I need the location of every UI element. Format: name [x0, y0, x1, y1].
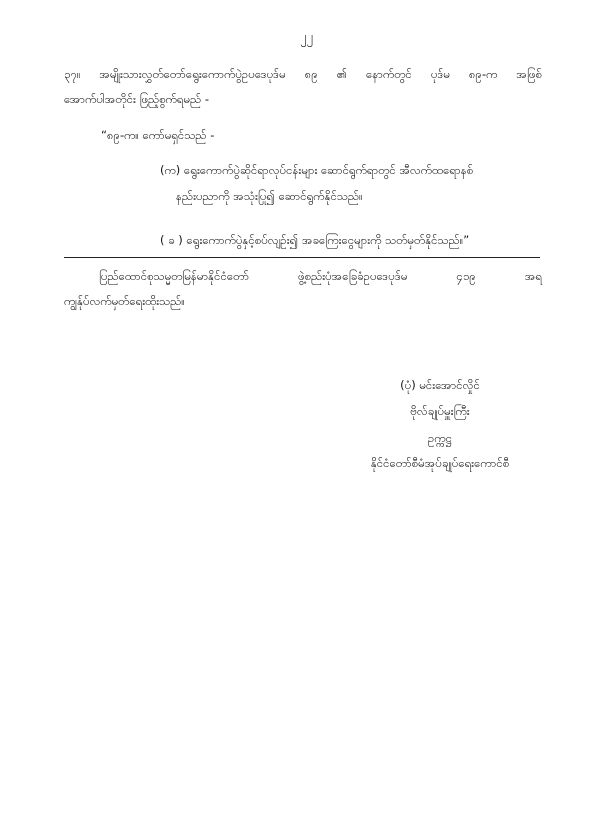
- section-text-part: ပုဒ်မ: [430, 67, 450, 81]
- clause-kha: ( ခ ) ရွေးကောက်ပွဲနှင့်စပ်လျဉ်း၍ အခကြေးငွေများကို သတ်မှတ်နိုင်သည်။”: [160, 233, 470, 247]
- section-text-part: ၏: [336, 67, 348, 81]
- enactment-text-part: အရ: [524, 269, 542, 283]
- enactment-text-part: ဖွဲ့စည်းပုံအခြေခံဥပဒေပုဒ်မ: [298, 269, 408, 283]
- enactment-line-2: ကျွန်ုပ်လက်မှတ်ရေးထိုးသည်။: [64, 294, 185, 308]
- enactment-line-1: [99, 268, 542, 284]
- divider-line: [64, 257, 540, 258]
- signatory-office: နိုင်ငံတော်စီမံအုပ်ချုပ်ရေးကောင်စီ: [370, 456, 510, 470]
- section-text-part: အဖြစ်: [516, 67, 542, 81]
- clause-ka-line-2: နည်းပညာကို အသုံးပြု၍ ဆောင်ရွက်နိုင်သည်။: [176, 189, 363, 203]
- page-number: ၂၂: [300, 30, 313, 45]
- enactment-text-part: ၄၁၉: [456, 269, 476, 283]
- section-text-part: အမျိုးသားလွှတ်တော်ရွေးကောက်ပွဲဥပဒေပုဒ်မ: [99, 67, 286, 81]
- section-number: ၃၇။: [64, 67, 81, 81]
- section-text-part: ၈၉: [304, 67, 318, 81]
- clause-ka-line-1: (က) ရွေးကောက်ပွဲဆိုင်ရာလုပ်ငန်းများ ဆောင်ရွက်ရာတွင် အီလက်ထရောနစ်: [160, 163, 474, 177]
- signatory-rank: ဗိုလ်ချုပ်မှူးကြီး: [410, 404, 470, 418]
- section-37-line-2: အောက်ပါအတိုင်း ဖြည့်စွက်ရမည် -: [64, 92, 210, 106]
- section-text-part: ၈၉-က: [468, 67, 498, 81]
- enactment-text-part: ပြည်ထောင်စုသမ္မတမြန်မာနိုင်ငံတော်: [99, 269, 250, 283]
- signatory-position: ဥက္ကဋ္ဌ: [428, 431, 452, 445]
- section-text-part: နောက်တွင်: [366, 67, 412, 81]
- signatory-name: (ပုံ) မင်းအောင်လှိုင်: [400, 378, 480, 392]
- inserted-section-heading: “၈၉-က။ ကော်မရှင်သည် -: [101, 128, 215, 142]
- section-37-line-1: [64, 66, 542, 82]
